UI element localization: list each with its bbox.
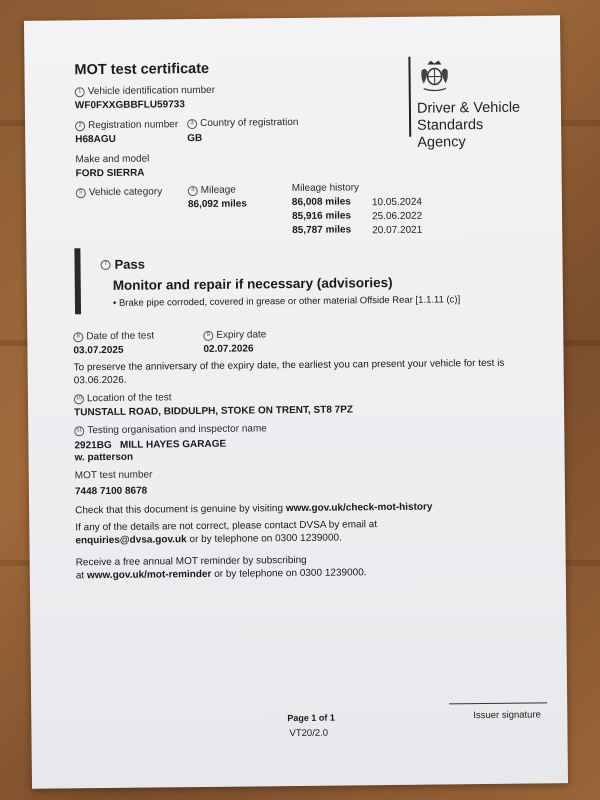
testing-org-value: 2921BG MILL HAYES GARAGE	[74, 438, 227, 452]
country-label: 3 Country of registration	[187, 117, 298, 129]
advisories-heading: Monitor and repair if necessary (advisories)	[112, 274, 393, 293]
registration-value: H68AGU	[75, 133, 116, 146]
page-number: Page 1 of 1	[287, 712, 335, 724]
royal-crest-icon	[418, 58, 450, 94]
expiry-date-value: 02.07.2026	[203, 343, 254, 355]
test-date-label: 8 Date of the test	[73, 330, 154, 342]
mileage-history-label: Mileage history	[291, 182, 360, 195]
reminder-note: Receive a free annual MOT reminder by subscribing at www.gov.uk/mot-reminder or by telephone on 0300 1239000.	[75, 554, 367, 582]
mileage-history-list	[292, 196, 422, 239]
result-marker-bar	[74, 248, 81, 314]
check-genuine-note: Check that this document is genuine by visiting www.gov.uk/check-mot-history	[75, 501, 433, 517]
contact-note: If any of the details are not correct, please contact DVSA by email at enquiries@dvsa.gov.uk or by telephone on 0300 1239000.	[75, 519, 378, 547]
agency-name: Driver & Vehicle Standards Agency	[416, 99, 521, 151]
mileage-history-row: 86,008 miles 10.05.2024	[291, 196, 423, 209]
advisory-item: • Brake pipe corroded, covered in grease or other material Offside Rear [1.1.11 (c)]	[112, 294, 461, 309]
test-number-value: 7448 7100 8678	[74, 485, 148, 498]
inspector-name: w. patterson	[74, 451, 134, 464]
test-number-label: MOT test number	[74, 469, 153, 482]
mileage-label: 4 Mileage	[188, 185, 236, 197]
form-code: VT20/2.0	[289, 727, 329, 740]
location-label: 10 Location of the test	[75, 392, 172, 405]
signature-line	[449, 702, 547, 704]
testing-org-label: 11 Testing organisation and inspector name	[74, 423, 267, 436]
agency-divider	[408, 57, 410, 137]
check-mot-history-link[interactable]: www.gov.uk/check-mot-history	[285, 501, 433, 515]
mot-reminder-link[interactable]: www.gov.uk/mot-reminder	[86, 568, 212, 582]
mot-certificate	[24, 15, 568, 789]
anniversary-note: To preserve the anniversary of the expiry date, the earliest you can present your vehicle for test is 03.06.2026.	[73, 357, 505, 387]
registration-label: 2 Registration number	[75, 119, 178, 131]
mileage-history-row: 85,916 miles 25.06.2022	[292, 210, 423, 223]
mileage-history-row: 85,787 miles 20.07.2021	[292, 224, 423, 237]
document-title: MOT test certificate	[74, 60, 210, 79]
make-model-value: FORD SIERRA	[75, 167, 145, 180]
dvsa-email-link[interactable]: enquiries@dvsa.gov.uk	[75, 534, 187, 547]
vin-value: WF0FXXGBBFLU59733	[74, 99, 185, 112]
test-date-value: 03.07.2025	[73, 344, 124, 357]
result-pass: 7 Pass	[100, 257, 145, 272]
location-value: TUNSTALL ROAD, BIDDULPH, STOKE ON TRENT, ST8 7PZ	[74, 404, 354, 419]
agency-block	[408, 55, 548, 151]
mileage-value: 86,092 miles	[187, 198, 247, 211]
make-model-label: Make and model	[75, 153, 150, 166]
vin-label: 1 Vehicle identification number	[75, 85, 215, 97]
vehicle-category-label: 5 Vehicle category	[76, 186, 163, 198]
country-value: GB	[187, 132, 203, 145]
issuer-signature-label: Issuer signature	[473, 709, 541, 722]
expiry-date-label: 9 Expiry date	[203, 329, 266, 341]
